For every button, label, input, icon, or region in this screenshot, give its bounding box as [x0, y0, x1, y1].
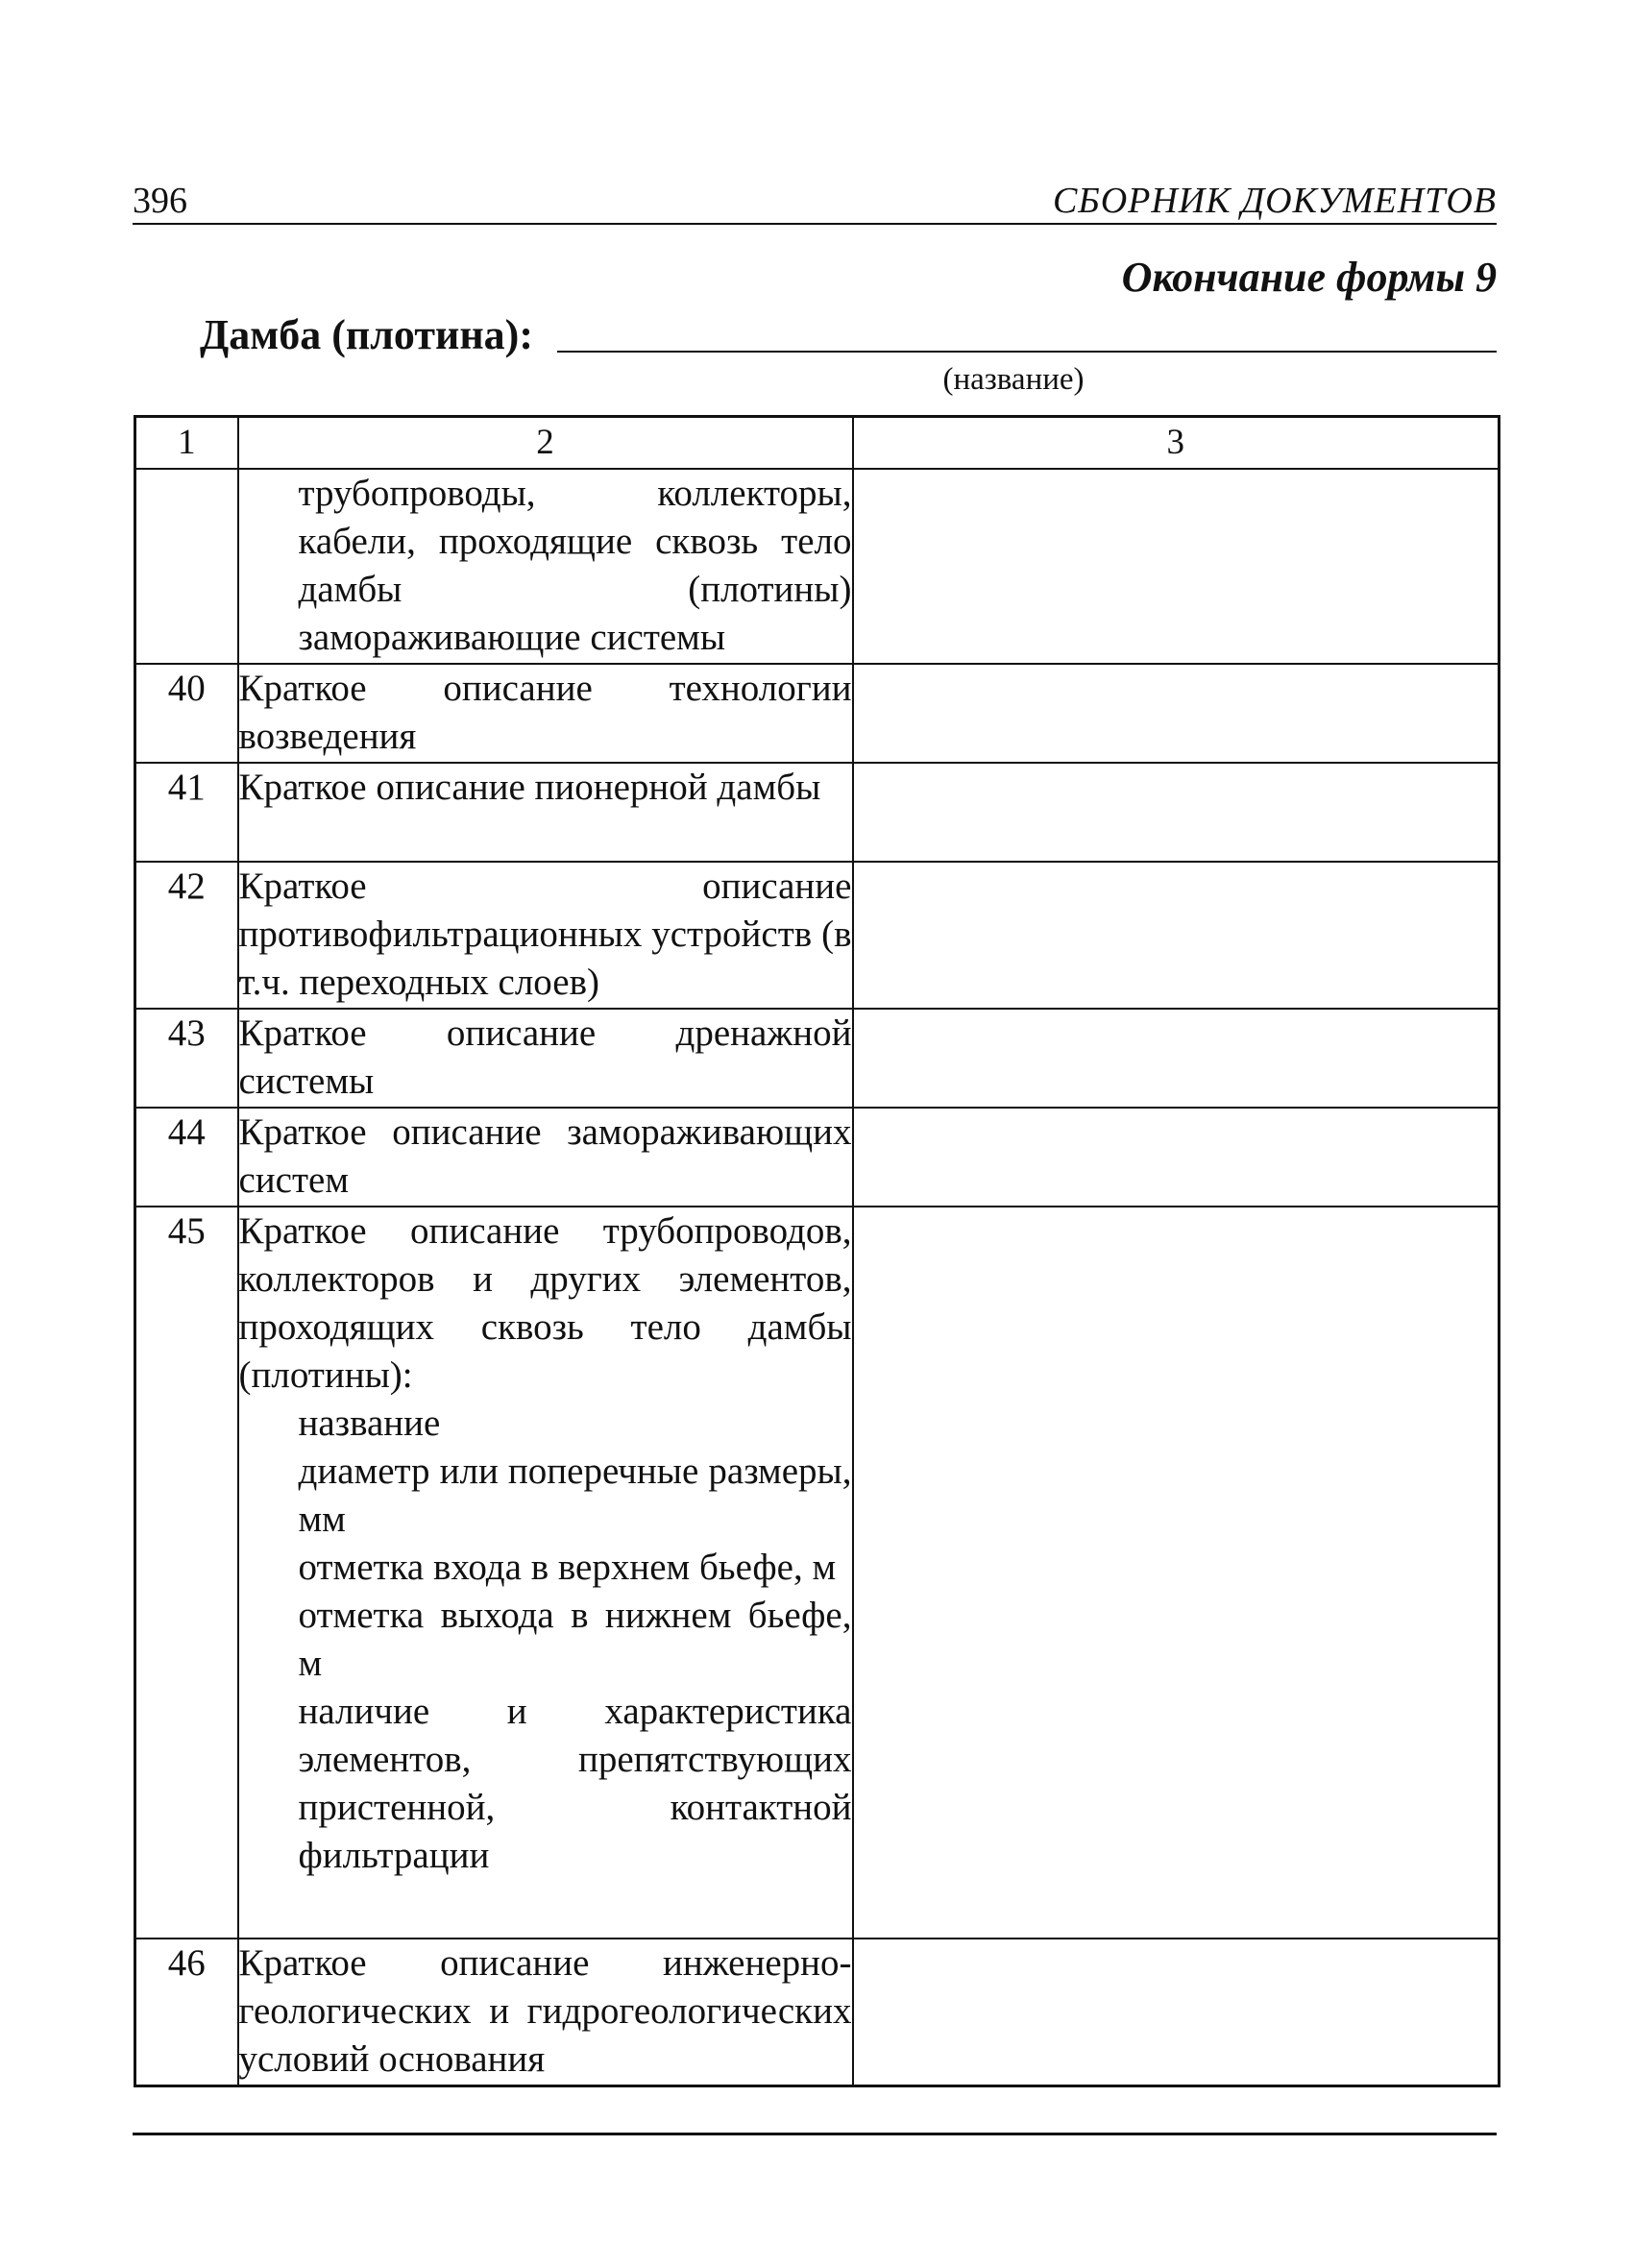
row-subitem: отметка выхода в нижнем бьефе, м [298, 1595, 852, 1684]
column-header-1: 1 [135, 417, 238, 470]
row-value-cell[interactable] [853, 469, 1500, 664]
row-subitem: наличие и характеристика элементов, препятствующих пристенной, контактной фильтрации [298, 1691, 852, 1876]
row-description: Краткое описание противофильтрационных устройств (в т.ч. переходных слоев) [238, 862, 853, 1009]
row-number: 44 [135, 1108, 238, 1207]
row-text: Краткое описание трубопроводов, коллекторов и других элементов, проходящих сквозь тело дамбы (плотины): [238, 1210, 852, 1396]
bottom-rule [133, 2133, 1497, 2135]
column-header-3: 3 [853, 417, 1500, 470]
row-number: 45 [135, 1207, 238, 1939]
row-number: 46 [135, 1939, 238, 2085]
row-text: трубопроводы, коллекторы, кабели, проходящие сквозь тело дамбы (плотины) замораживающие системы [298, 473, 852, 658]
row-description: Краткое описание замораживающих систем [238, 1108, 853, 1207]
row-number [135, 469, 238, 664]
row-subitem: название [298, 1402, 441, 1444]
row-value-cell[interactable] [853, 1108, 1500, 1207]
table-row [135, 862, 1500, 1009]
table-row [135, 763, 1500, 862]
table-row [135, 1939, 1500, 2085]
row-description: Краткое описание технологии возведения [238, 664, 853, 763]
dam-name-label: Дамба (плотина): [200, 311, 533, 358]
running-head: СБОРНИК ДОКУМЕНТОВ [1052, 181, 1497, 221]
row-value-cell[interactable] [853, 1939, 1500, 2085]
row-value-cell[interactable] [853, 664, 1500, 763]
table-row [135, 469, 1500, 664]
row-number: 42 [135, 862, 238, 1009]
row-description [238, 469, 853, 664]
row-number: 40 [135, 664, 238, 763]
table-row [135, 1207, 1500, 1939]
page-number: 396 [133, 181, 187, 221]
dam-name-caption: (название) [942, 362, 1085, 397]
form-ending-title: Окончание формы 9 [1121, 254, 1497, 301]
table-header-row [135, 417, 1500, 470]
row-value-cell[interactable] [853, 862, 1500, 1009]
row-subitem: диаметр или поперечные размеры, мм [298, 1451, 852, 1540]
row-value-cell[interactable] [853, 1207, 1500, 1939]
row-description: Краткое описание инженерно-геологических и гидрогеологических условий основания [238, 1939, 853, 2085]
table-row [135, 664, 1500, 763]
row-description: Краткое описание дренажной системы [238, 1009, 853, 1108]
row-number: 43 [135, 1009, 238, 1108]
row-value-cell[interactable] [853, 1009, 1500, 1108]
row-number: 41 [135, 763, 238, 862]
row-subitem: отметка входа в верхнем бьефе, м [298, 1547, 837, 1588]
table-row [135, 1009, 1500, 1108]
row-description: Краткое описание пионерной дамбы [238, 763, 853, 862]
column-header-2: 2 [238, 417, 853, 470]
form-table [134, 415, 1500, 2087]
header-rule [133, 223, 1497, 225]
row-description [238, 1207, 853, 1939]
dam-name-field[interactable] [557, 351, 1497, 353]
row-value-cell[interactable] [853, 763, 1500, 862]
table-row [135, 1108, 1500, 1207]
